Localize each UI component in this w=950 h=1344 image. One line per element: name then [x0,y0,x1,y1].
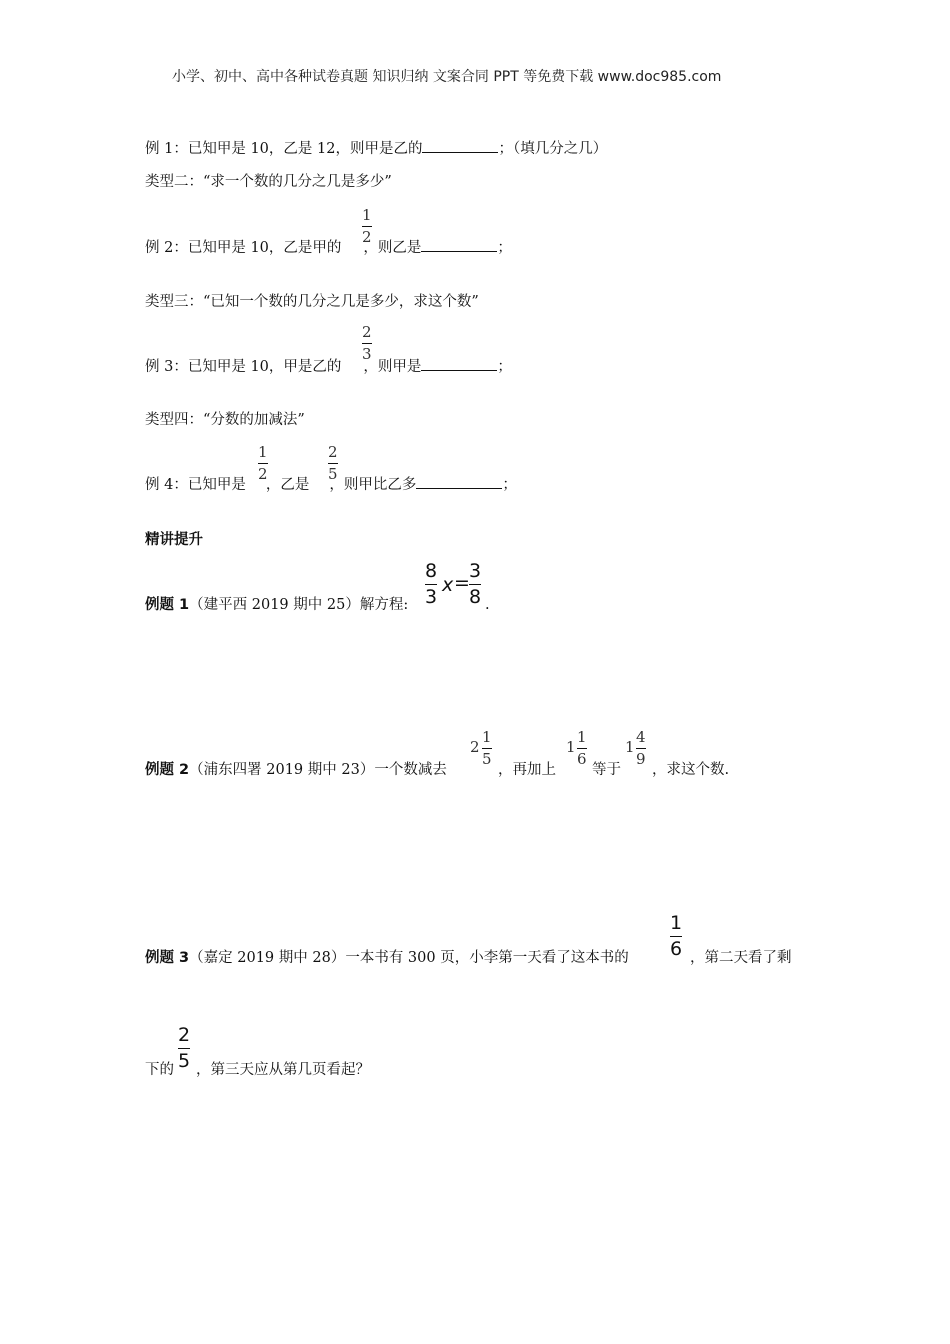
question-2-text: （浦东四署 2019 期中 23）一个数减去 [189,762,447,778]
denominator: 8 [469,586,482,608]
fraction-bar [178,1048,190,1049]
answer-blank[interactable] [422,138,498,153]
denominator: 3 [362,345,372,363]
numerator: 4 [636,728,646,746]
example-4-mid: ，乙是 [265,477,310,493]
numerator: 8 [425,560,438,582]
numerator: 1 [670,912,683,934]
numerator: 1 [577,728,587,746]
fraction-bar [482,748,492,749]
type-2-heading: 类型二：“求一个数的几分之几是多少” [145,174,392,190]
fraction-one-sixth [670,914,682,959]
question-1 [145,595,408,615]
denominator: 3 [425,586,438,608]
fraction-bar [328,463,338,464]
example-2-tail: ； [497,240,512,256]
example-2-pre: 例 2：已知甲是 10，乙是甲的 [145,240,342,256]
numerator: 2 [328,443,338,461]
fraction-three-eighths [469,562,481,607]
numerator: 3 [469,560,482,582]
type-4-heading: 类型四：“分数的加减法” [145,412,305,428]
mixed-number-whole: 1 [625,738,635,756]
fraction-bar [469,584,481,585]
numerator: 2 [178,1024,191,1046]
fraction-eight-thirds [425,562,437,607]
numerator: 1 [362,206,372,224]
mixed-number-fraction [577,730,587,767]
example-3-post: ，则甲是 [363,359,422,375]
answer-blank[interactable] [421,237,497,252]
period: . [485,597,490,613]
question-2-equals: 等于 [592,762,621,778]
numerator: 1 [482,728,492,746]
denominator: 5 [482,750,492,768]
section-title: 精讲提升 [145,532,203,548]
fraction-bar [425,584,437,585]
denominator: 2 [258,465,268,483]
fraction-bar [577,748,587,749]
mixed-number-whole: 2 [470,738,480,756]
answer-blank[interactable] [416,474,502,489]
answer-blank[interactable] [421,356,497,371]
example-3 [145,356,512,377]
fraction-bar [670,936,682,937]
question-3-line2-pre: 下的 [145,1062,174,1078]
equals-sign: = [454,572,470,594]
example-4-tail: ； [502,477,517,493]
example-2 [145,237,512,258]
numerator: 2 [362,323,372,341]
example-3-tail: ； [497,359,512,375]
fraction-bar [258,463,268,464]
example-4-post: ，则甲比乙多 [329,477,417,493]
fraction-bar [362,343,372,344]
fraction-bar [362,226,372,227]
denominator: 6 [670,938,683,960]
question-1-text: （建平西 2019 期中 25）解方程: [189,597,409,613]
mixed-number-whole: 1 [566,738,576,756]
example-1-tail: ；（填几分之几） [498,141,608,157]
denominator: 6 [577,750,587,768]
example-3-pre: 例 3：已知甲是 10，甲是乙的 [145,359,342,375]
example-2-post: ，则乙是 [363,240,422,256]
fraction-one-half [258,445,268,482]
question-3-line2-post: ，第三天应从第几页看起？ [196,1062,370,1078]
question-2 [145,760,447,780]
fraction-bar [636,748,646,749]
numerator: 1 [258,443,268,461]
type-3-heading: 类型三：“已知一个数的几分之几是多少，求这个数” [145,294,479,310]
mixed-number-fraction [636,730,646,767]
denominator: 2 [362,228,372,246]
page-header: 小学、初中、高中各种试卷真题 知识归纳 文案合同 PPT 等免费下载 www.doc985.com [172,69,722,85]
question-2-then-add: ，再加上 [498,762,556,778]
example-1 [145,138,607,159]
mixed-number-fraction [482,730,492,767]
denominator: 9 [636,750,646,768]
question-2-label: 例题 2 [145,762,190,778]
question-2-tail: ，求这个数. [652,762,730,778]
fraction-two-fifths [328,445,338,482]
question-3 [145,948,629,968]
question-1-label: 例题 1 [145,597,190,613]
fraction-one-half [362,208,372,245]
question-3-cont: ，第二天看了剩 [690,950,792,966]
fraction-two-fifths [178,1026,190,1071]
fraction-two-thirds [362,325,372,362]
example-4-pre: 例 4：已知甲是 [145,477,246,493]
variable-x: x [442,574,454,596]
question-3-text: （嘉定 2019 期中 28）一本书有 300 页，小李第一天看了这本书的 [189,950,629,966]
example-1-text: 例 1：已知甲是 10，乙是 12，则甲是乙的 [145,141,423,157]
denominator: 5 [328,465,338,483]
question-3-label: 例题 3 [145,950,190,966]
denominator: 5 [178,1050,191,1072]
